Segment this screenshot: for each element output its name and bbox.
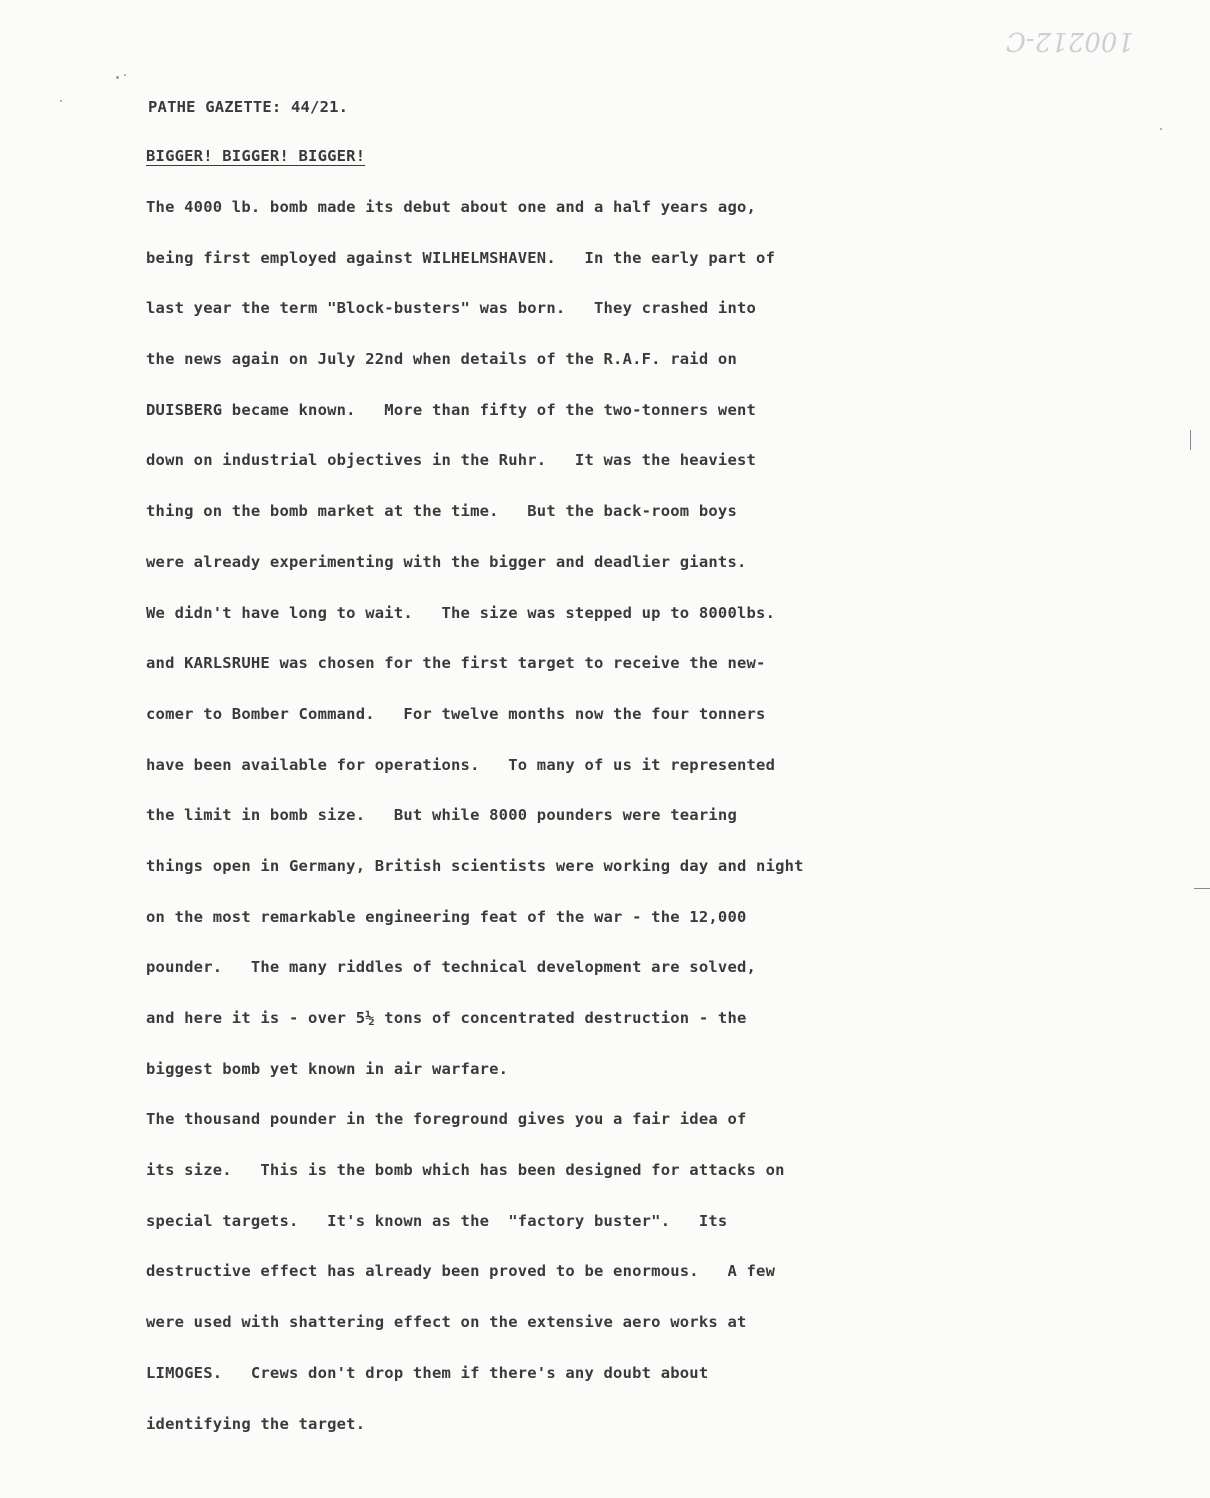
body-line: LIMOGES. Crews don't drop them if there's any doubt about: [146, 1363, 709, 1382]
body-line: The 4000 lb. bomb made its debut about one and a half years ago,: [146, 198, 757, 216]
body-line: and here it is - over 5½ tons of concentrated destruction - the: [146, 1009, 747, 1027]
body-line: down on industrial objectives in the Ruhr. It was the heaviest: [146, 451, 757, 470]
scan-speck: [60, 100, 62, 102]
body-line: the limit in bomb size. But while 8000 pounders were tearing: [146, 806, 737, 825]
body-line: destructive effect has already been proved to be enormous. A few: [146, 1262, 776, 1281]
body-line: and KARLSRUHE was chosen for the first target to receive the new-: [146, 654, 766, 673]
body-line: pounder. The many riddles of technical development are solved,: [146, 958, 757, 977]
body-line: The thousand pounder in the foreground gives you a fair idea of: [146, 1110, 747, 1129]
body-line: its size. This is the bomb which has been designed for attacks on: [146, 1161, 785, 1180]
document-body: [146, 196, 804, 1463]
document-title: BIGGER! BIGGER! BIGGER!: [146, 147, 366, 165]
scan-speck: [124, 74, 126, 76]
body-line: on the most remarkable engineering feat of the war - the 12,000: [146, 907, 747, 926]
body-line: last year the term "Block-busters" was born. They crashed into: [146, 299, 757, 318]
body-line: special targets. It's known as the "factory buster". Its: [146, 1211, 728, 1230]
body-line: DUISBERG became known. More than fifty of the two-tonners went: [146, 400, 757, 419]
body-line: have been available for operations. To many of us it represented: [146, 755, 776, 774]
body-line: biggest bomb yet known in air warfare.: [146, 1059, 509, 1078]
body-line: comer to Bomber Command. For twelve months now the four tonners: [146, 704, 766, 723]
scan-speck: [116, 76, 119, 79]
body-line: were already experimenting with the bigger and deadlier giants.: [146, 552, 747, 571]
body-line: identifying the target.: [146, 1414, 366, 1433]
scan-edge-mark: [1194, 888, 1210, 889]
body-line: the news again on July 22nd when details of the R.A.F. raid on: [146, 350, 737, 369]
scan-speck: [1160, 128, 1162, 130]
reference-mark: 100212-C: [1006, 26, 1134, 56]
scan-edge-mark: [1190, 430, 1191, 450]
body-line: We didn't have long to wait. The size was stepped up to 8000lbs.: [146, 603, 776, 622]
document-header-code: PATHE GAZETTE: 44/21.: [148, 98, 349, 116]
body-line: being first employed against WILHELMSHAVEN. In the early part of: [146, 248, 776, 267]
body-line: were used with shattering effect on the extensive aero works at: [146, 1313, 747, 1332]
body-line: thing on the bomb market at the time. But the back-room boys: [146, 502, 737, 521]
body-line: things open in Germany, British scientists were working day and night: [146, 856, 804, 875]
